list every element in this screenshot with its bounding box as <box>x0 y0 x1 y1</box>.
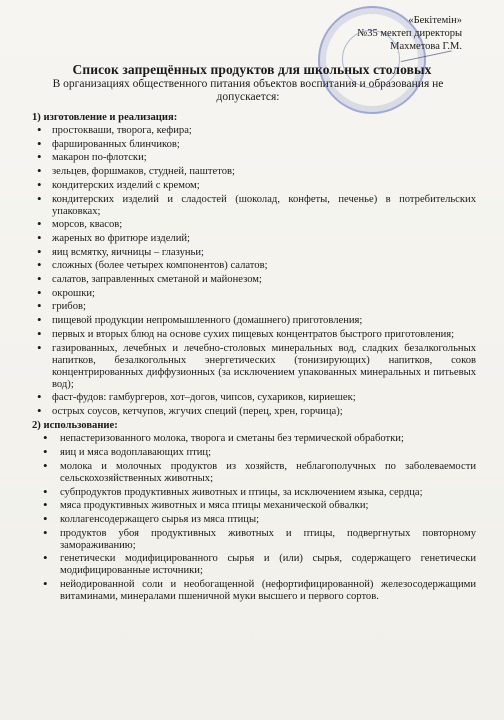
list-item: • первых и вторых блюд на основе сухих пищевых концентратов быстрого приготовления; <box>30 329 476 341</box>
document-title: Список запрещённых продуктов для школьных столовых <box>72 62 432 77</box>
document-subtitle: В организациях общественного питания объектов воспитания и образования не допускается: <box>52 78 444 103</box>
approval-org: «Бекітемін» <box>408 15 462 26</box>
list-item: • коллагенсодержащего сырья из мяса птицы; <box>30 514 476 526</box>
list-item: • сложных (более четырех компонентов) салатов; <box>30 260 476 272</box>
list-item: • газированных, лечебных и лечебно-столовых минеральных вод, сладких безалкогольных напитков, безалкогольных энергетических (тонизирующих) напитков, соков концентрированных диффузионных (за исключением упакованных минеральных и питьевых вод); <box>30 343 476 391</box>
list-item: • яиц и мяса водоплавающих птиц; <box>30 447 476 459</box>
section-2-list <box>30 433 476 603</box>
list-item: • фаршированных блинчиков; <box>30 139 476 151</box>
list-item: • жареных во фритюре изделий; <box>30 233 476 245</box>
list-item: • фаст-фудов: гамбургеров, хот–догов, чипсов, сухариков, кириешек; <box>30 392 476 404</box>
approval-block <box>357 14 462 53</box>
list-item: • морсов, квасов; <box>30 219 476 231</box>
list-item: • нейодированной соли и необогащенной (нефортифицированной) железосодержащими витаминами, минералами пшеничной муки высшего и первого сортов. <box>30 579 476 603</box>
list-item: • окрошки; <box>30 288 476 300</box>
list-item: • пищевой продукции непромышленного (домашнего) приготовления; <box>30 315 476 327</box>
section-1-list <box>30 125 476 418</box>
section-heading: 1) изготовление и реализация: <box>32 112 178 123</box>
approval-line2: Махметова Г.М. <box>390 41 462 52</box>
list-item: • молока и молочных продуктов из хозяйств, неблагополучных по заболеваемости сельскохозяйственных животных; <box>30 461 476 485</box>
list-item: • кондитерских изделий и сладостей (шоколад, конфеты, печенье) в потребительских упаковках; <box>30 194 476 218</box>
list-item: • генетически модифицированного сырья и (или) сырья, содержащего генетически модифицированные источники; <box>30 553 476 577</box>
list-item: • мяса продуктивных животных и мяса птицы механической обвалки; <box>30 500 476 512</box>
list-item: • субпродуктов продуктивных животных и птицы, за исключением языка, сердца; <box>30 487 476 499</box>
section-heading: 2) использование: <box>32 420 118 432</box>
list-item: • кондитерских изделий с кремом; <box>30 180 476 192</box>
list-item: • салатов, заправленных сметаной и майонезом; <box>30 274 476 286</box>
list-item: • зельцев, форшмаков, студней, паштетов; <box>30 166 476 178</box>
list-item: • простокваши, творога, кефира; <box>30 125 476 137</box>
list-item: • грибов; <box>30 301 476 313</box>
list-item: • яиц всмятку, яичницы – глазуньи; <box>30 247 476 259</box>
list-item: • макарон по-флотски; <box>30 152 476 164</box>
document-body <box>30 110 476 605</box>
list-item: • продуктов убоя продуктивных животных и птицы, подвергнутых повторному замораживанию; <box>30 528 476 552</box>
approval-line1: №35 мектеп директоры <box>357 28 462 39</box>
list-item: • острых соусов, кетчупов, жгучих специй (перец, хрен, горчица); <box>30 406 476 418</box>
list-item: • непастеризованного молока, творога и сметаны без термической обработки; <box>30 433 476 445</box>
